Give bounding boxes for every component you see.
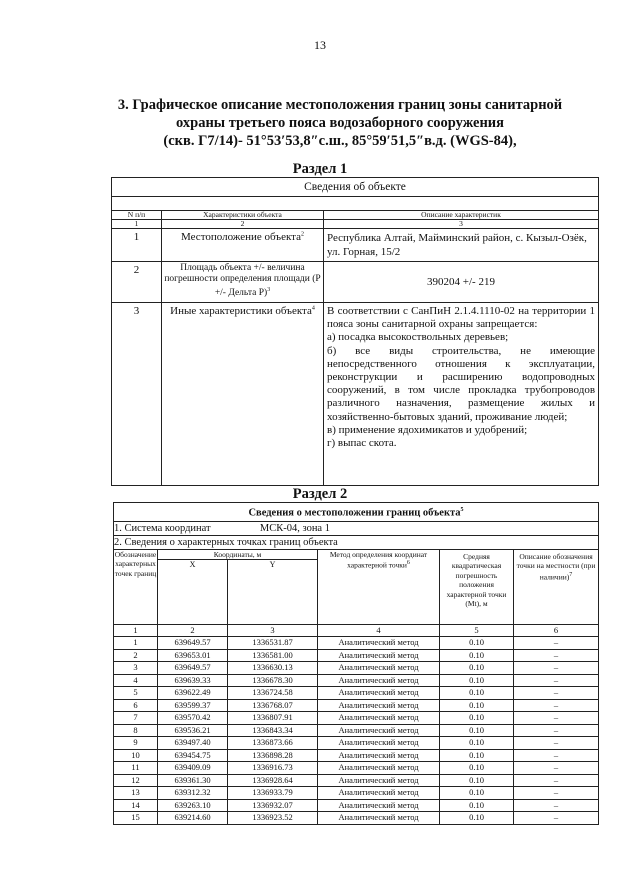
- point-method: Аналитический метод: [318, 774, 440, 787]
- point-y: 1336873.66: [228, 737, 318, 750]
- point-accuracy: 0.10: [440, 774, 514, 787]
- row-value: 390204 +/- 219: [324, 262, 599, 303]
- point-method: Аналитический метод: [318, 674, 440, 687]
- point-x: 639653.01: [158, 649, 228, 662]
- point-accuracy: 0.10: [440, 762, 514, 775]
- point-accuracy: 0.10: [440, 699, 514, 712]
- col-number: 1: [114, 624, 158, 637]
- point-y: 1336843.34: [228, 724, 318, 737]
- point-method: Аналитический метод: [318, 687, 440, 700]
- row-characteristic: Площадь объекта +/- величина погрешности определения площади (Р +/- Дельта Р)$^3$: [162, 262, 324, 303]
- point-description: –: [514, 774, 599, 787]
- point-method: Аналитический метод: [318, 749, 440, 762]
- point-x: 639599.37: [158, 699, 228, 712]
- object-info-table: [111, 177, 599, 486]
- col-header-method: Метод определения координат характерной точки$^6$: [318, 549, 440, 624]
- point-description: –: [514, 812, 599, 825]
- point-number: 10: [114, 749, 158, 762]
- table-row: [114, 637, 599, 650]
- row-num: 3: [112, 303, 162, 486]
- table-row: [114, 649, 599, 662]
- restriction-item: б) все виды строительства, не имеющие непосредственного отношения к эксплуатации, реконструкции и расширению водопроводных сооружений, в том числе прокладка трубопроводов различного назначения, размещение жилых и хозяйственно-бытовых зданий, проживание людей;: [327, 344, 596, 423]
- point-method: Аналитический метод: [318, 724, 440, 737]
- point-accuracy: 0.10: [440, 649, 514, 662]
- section1-heading: Раздел 1: [292, 161, 348, 177]
- table-row: [114, 799, 599, 812]
- col-header-description: Описание характеристик: [324, 211, 599, 220]
- restriction-item: в) применение ядохимикатов и удобрений;: [327, 423, 528, 436]
- point-y: 1336581.00: [228, 649, 318, 662]
- point-y: 1336531.87: [228, 637, 318, 650]
- col-header-x: X: [158, 559, 228, 624]
- col-number: 6: [514, 624, 599, 637]
- point-x: 639622.49: [158, 687, 228, 700]
- table-row: [114, 749, 599, 762]
- point-accuracy: 0.10: [440, 674, 514, 687]
- point-accuracy: 0.10: [440, 637, 514, 650]
- table-row: [114, 699, 599, 712]
- table-row: [114, 724, 599, 737]
- point-accuracy: 0.10: [440, 737, 514, 750]
- col-header-y: Y: [228, 559, 318, 624]
- title-line-3: (скв. Г7/14)- 51°53′53,8″с.ш., 85°59′51,5″в.д. (WGS-84),: [163, 133, 517, 149]
- point-x: 639214.60: [158, 812, 228, 825]
- point-method: Аналитический метод: [318, 712, 440, 725]
- point-number: 13: [114, 787, 158, 800]
- point-x: 639649.57: [158, 662, 228, 675]
- point-x: 639454.75: [158, 749, 228, 762]
- point-description: –: [514, 762, 599, 775]
- col-number: 2: [162, 220, 324, 229]
- restriction-item: г) выпас скота.: [327, 437, 397, 450]
- point-x: 639312.32: [158, 787, 228, 800]
- point-y: 1336916.73: [228, 762, 318, 775]
- point-y: 1336933.79: [228, 787, 318, 800]
- point-number: 4: [114, 674, 158, 687]
- point-description: –: [514, 699, 599, 712]
- table-row: [114, 674, 599, 687]
- table-row: [114, 762, 599, 775]
- point-method: Аналитический метод: [318, 699, 440, 712]
- point-y: 1336724.58: [228, 687, 318, 700]
- point-number: 7: [114, 712, 158, 725]
- section2-heading: Раздел 2: [292, 486, 348, 502]
- point-method: Аналитический метод: [318, 799, 440, 812]
- point-accuracy: 0.10: [440, 787, 514, 800]
- table-row: [114, 662, 599, 675]
- col-header-accuracy: Средняя квадратическая погрешность положения характерной точки (Mt), м: [440, 549, 514, 624]
- point-x: 639639.33: [158, 674, 228, 687]
- point-description: –: [514, 674, 599, 687]
- point-number: 14: [114, 799, 158, 812]
- point-y: 1336678.30: [228, 674, 318, 687]
- col-number: 1: [112, 220, 162, 229]
- point-x: 639536.21: [158, 724, 228, 737]
- point-x: 639263.10: [158, 799, 228, 812]
- table-row: [114, 737, 599, 750]
- restriction-intro: В соответствии с СанПиН 2.1.4.1110-02 на территории 1 пояса зоны санитарной охраны запрещается:: [327, 305, 596, 331]
- col-header-coords: Координаты, м: [158, 549, 318, 559]
- table-row: [114, 712, 599, 725]
- point-y: 1336630.13: [228, 662, 318, 675]
- col-header-num: N п/п: [112, 211, 162, 220]
- table-row: [114, 774, 599, 787]
- point-x: 639570.42: [158, 712, 228, 725]
- coord-system-value: МСК-04, зона 1: [259, 522, 330, 534]
- point-description: –: [514, 787, 599, 800]
- point-y: 1336807.91: [228, 712, 318, 725]
- point-number: 6: [114, 699, 158, 712]
- spacer-row: [112, 197, 599, 211]
- points-label: 2. Сведения о характерных точках границ объекта: [114, 535, 599, 549]
- title-line-2: охраны третьего пояса водозаборного сооружения: [175, 115, 505, 131]
- point-method: Аналитический метод: [318, 762, 440, 775]
- col-number: 5: [440, 624, 514, 637]
- point-accuracy: 0.10: [440, 724, 514, 737]
- point-accuracy: 0.10: [440, 799, 514, 812]
- row-characteristic: Иные характеристики объекта$^4$: [162, 303, 324, 486]
- point-number: 2: [114, 649, 158, 662]
- point-method: Аналитический метод: [318, 737, 440, 750]
- col-number: 2: [158, 624, 228, 637]
- point-description: –: [514, 662, 599, 675]
- point-number: 11: [114, 762, 158, 775]
- point-accuracy: 0.10: [440, 662, 514, 675]
- title-line-1: 3. Графическое описание местоположения границ зоны санитарной: [117, 97, 563, 113]
- row-characteristic: Местоположение объекта$^2$: [162, 229, 324, 262]
- point-y: 1336923.52: [228, 812, 318, 825]
- point-description: –: [514, 749, 599, 762]
- point-y: 1336898.28: [228, 749, 318, 762]
- point-description: –: [514, 712, 599, 725]
- point-description: –: [514, 687, 599, 700]
- point-number: 3: [114, 662, 158, 675]
- page-number: 13: [314, 38, 326, 52]
- point-accuracy: 0.10: [440, 712, 514, 725]
- point-y: 1336932.07: [228, 799, 318, 812]
- section2-subheading: Сведения о местоположении границ объекта$^5$: [114, 503, 599, 522]
- point-x: 639361.30: [158, 774, 228, 787]
- point-number: 9: [114, 737, 158, 750]
- col-number: 3: [228, 624, 318, 637]
- coord-system-row: [114, 521, 599, 535]
- table-row: [114, 687, 599, 700]
- point-method: Аналитический метод: [318, 787, 440, 800]
- point-method: Аналитический метод: [318, 649, 440, 662]
- point-method: Аналитический метод: [318, 637, 440, 650]
- point-number: 1: [114, 637, 158, 650]
- point-description: –: [514, 637, 599, 650]
- coord-system-label: 1. Система координат: [114, 522, 211, 534]
- point-accuracy: 0.10: [440, 687, 514, 700]
- col-header-description: Описание обозначения точки на местности (при наличии)$^7$: [514, 549, 599, 624]
- table-row: [114, 787, 599, 800]
- point-number: 5: [114, 687, 158, 700]
- point-number: 8: [114, 724, 158, 737]
- point-x: 639497.40: [158, 737, 228, 750]
- point-x: 639409.09: [158, 762, 228, 775]
- table-row: [114, 812, 599, 825]
- col-header-characteristic: Характеристики объекта: [162, 211, 324, 220]
- point-accuracy: 0.10: [440, 749, 514, 762]
- col-header-designation: Обозначение характерных точек границ: [114, 549, 158, 624]
- row-num: 1: [112, 229, 162, 262]
- boundary-points-table: [113, 502, 599, 825]
- point-description: –: [514, 737, 599, 750]
- point-accuracy: 0.10: [440, 812, 514, 825]
- point-number: 12: [114, 774, 158, 787]
- restriction-item: а) посадка высокоствольных деревьев;: [327, 331, 509, 344]
- point-description: –: [514, 724, 599, 737]
- point-y: 1336928.64: [228, 774, 318, 787]
- point-method: Аналитический метод: [318, 662, 440, 675]
- point-x: 639649.57: [158, 637, 228, 650]
- row-value: Республика Алтай, Майминский район, с. Кызыл-Озёк, ул. Горная, 15/2: [324, 229, 599, 262]
- point-description: –: [514, 799, 599, 812]
- col-number: 3: [324, 220, 599, 229]
- row-value-restrictions: [324, 303, 599, 486]
- point-y: 1336768.07: [228, 699, 318, 712]
- row-num: 2: [112, 262, 162, 303]
- section1-subheading: Сведения об объекте: [112, 178, 599, 197]
- col-number: 4: [318, 624, 440, 637]
- point-description: –: [514, 649, 599, 662]
- point-method: Аналитический метод: [318, 812, 440, 825]
- point-number: 15: [114, 812, 158, 825]
